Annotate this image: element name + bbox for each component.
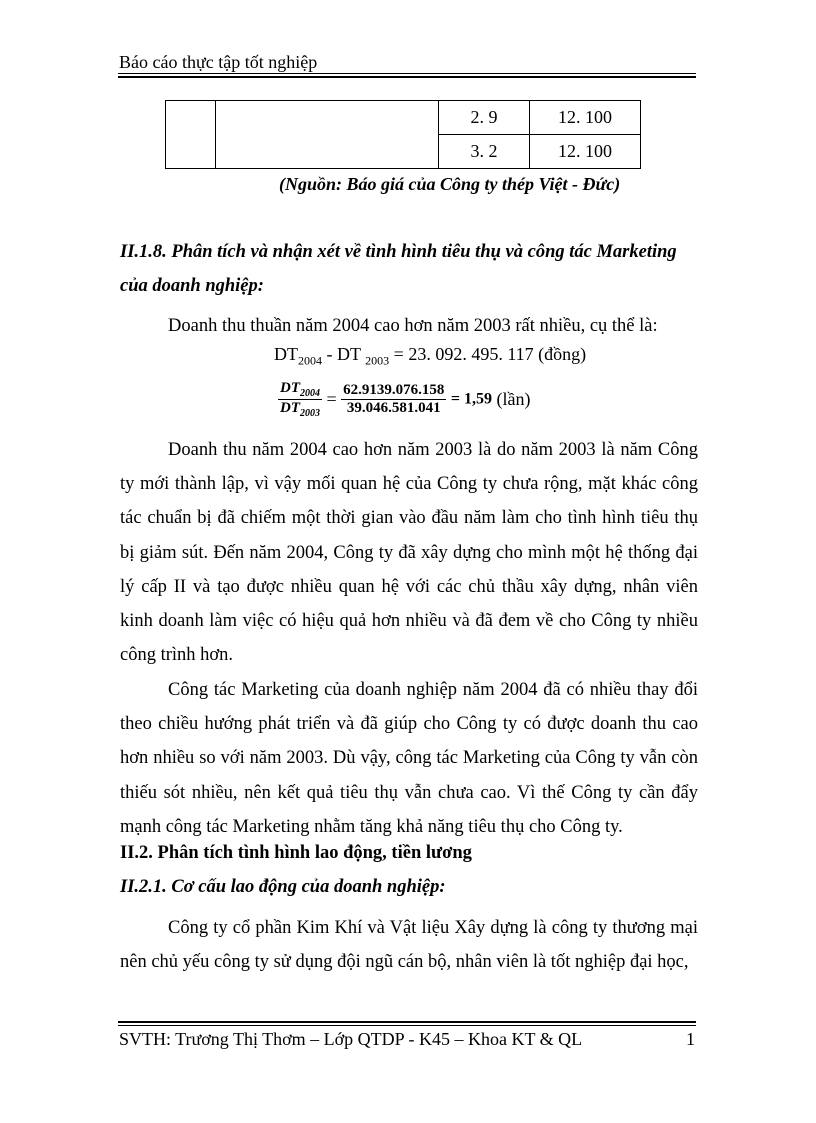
footer-rule-thick	[118, 1021, 696, 1023]
paragraph-labor-structure: Công ty cổ phần Kim Khí và Vật liệu Xây dựng là công ty thương mại nên chủ yếu công ty sử dụng đội ngũ cán bộ, nhân viên là tốt nghiệp đại học,	[120, 918, 698, 973]
page-number: 1	[686, 1029, 695, 1049]
table-row	[166, 101, 641, 135]
section-heading: II.1.8. Phân tích và nhận xét về tình hình tiêu thụ và công tác Marketing	[120, 242, 677, 262]
table-source-note: (Nguồn: Báo giá của Công ty thép Việt - Đức)	[279, 174, 621, 194]
footer-text: SVTH: Trương Thị Thơm – Lớp QTDP - K45 – Khoa KT & QL	[119, 1029, 583, 1049]
paragraph-revenue-analysis: Doanh thu năm 2004 cao hơn năm 2003 là do năm 2003 là năm Công ty mới thành lập, vì vậy mối quan hệ của Công ty chưa rộng, mặt khác công tác chuẩn bị đã chiếm một thời gian vào đầu năm làm cho tình hình tiêu thụ bị giảm sút. Đến năm 2004, Công ty đã xây dựng cho mình một hệ thống đại lý cấp II và tạo được nhiều quan hệ với các chủ thầu xây dựng, nhân viên kinh doanh làm việc có hiệu quả hơn nhiều và đã đem về cho Công ty nhiều công trình hơn.	[120, 440, 698, 666]
frac-den: DT	[280, 400, 300, 416]
formula-term: - DT	[322, 344, 366, 364]
table-cell: 12. 100	[530, 101, 641, 135]
header-rule	[118, 73, 696, 74]
frac-den-value: 39.046.581.041	[346, 400, 441, 416]
formula-term: DT	[274, 344, 298, 364]
formula-revenue-difference	[274, 344, 586, 369]
ratio-result: = 1,59	[450, 390, 493, 408]
table-cell: 3. 2	[439, 135, 530, 169]
subsection-heading-labor-structure: II.2.1. Cơ cấu lao động của doanh nghiệp:	[120, 877, 446, 897]
section-heading-labor: II.2. Phân tích tình hình lao động, tiền lương	[120, 843, 472, 863]
frac-num-value: 62.9139.076.158	[343, 382, 445, 398]
page-header-title: Báo cáo thực tập tốt nghiệp	[119, 52, 318, 72]
frac-num: DT	[280, 380, 300, 396]
formula-result: = 23. 092. 495. 117 (đồng)	[389, 344, 587, 364]
footer-rule	[118, 1025, 696, 1026]
formula-sub: 2004	[298, 353, 322, 368]
formula-revenue-ratio: $\frac{DT_{2004}}{DT_{2003}}$ = $\frac{62.9139.076.158}{39.046.581.041}$ = 1,59 (lần)	[280, 380, 531, 419]
table-cell	[216, 101, 439, 169]
table-cell: 12. 100	[530, 135, 641, 169]
ratio-unit: (lần)	[496, 389, 531, 409]
paragraph-marketing: Công tác Marketing của doanh nghiệp năm 2004 đã có nhiều thay đổi theo chiều hướng phát triển và đã giúp cho Công ty có được doanh thu cao hơn nhiều so với năm 2003. Dù vậy, công tác Marketing của Công ty vẫn còn thiếu sót nhiều, nên kết quả tiêu thụ vẫn chưa cao. Vì thế Công ty cần đẩy mạnh công tác Marketing nhằm tăng khả năng tiêu thụ cho Công ty.	[120, 680, 698, 837]
fraction-values	[341, 382, 446, 417]
table-cell	[166, 101, 216, 169]
table-cell: 2. 9	[439, 101, 530, 135]
header-rule-thick	[118, 76, 696, 78]
price-table	[165, 100, 641, 169]
fraction-symbolic: $\frac{DT_{2004}}{DT_{2003}}$	[280, 380, 320, 419]
formula-sub: 2003	[365, 353, 390, 368]
section-heading-cont: của doanh nghiệp:	[120, 276, 264, 296]
intro-paragraph: Doanh thu thuần năm 2004 cao hơn năm 2003 rất nhiều, cụ thể là:	[168, 316, 658, 336]
